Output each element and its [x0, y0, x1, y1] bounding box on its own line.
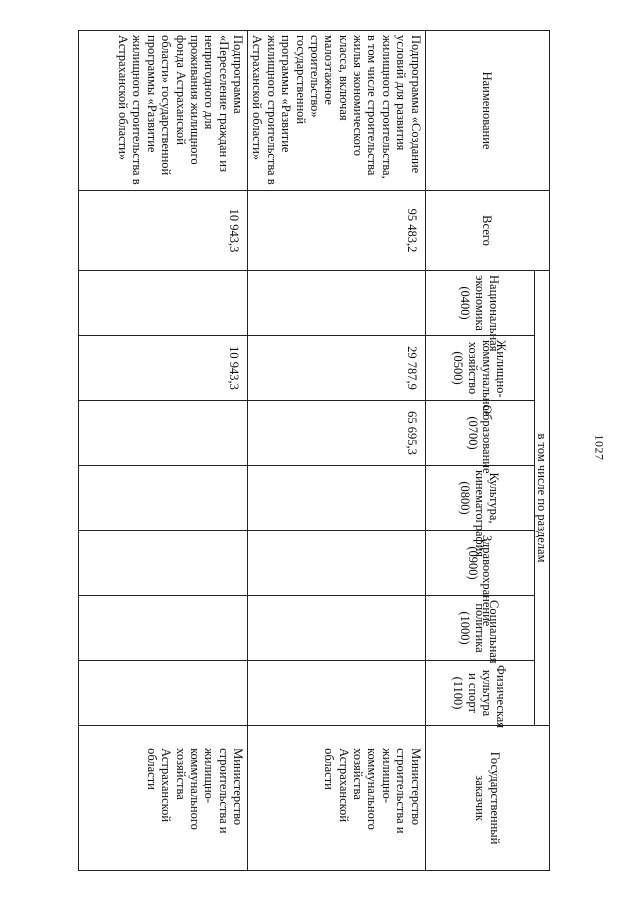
table-row — [248, 31, 426, 871]
page-number: 1027 — [592, 434, 607, 461]
rotated-sheet — [110, 30, 550, 870]
row-value-0500: 29 787,9 — [248, 336, 426, 401]
row-name: Подпрограмма «Переселение граждан из непригодного для проживания жилищного фонда Астраханской области» государственной программы «Развитие жилищного строительства в Астраханской области» — [79, 31, 248, 191]
row-value-1000 — [79, 596, 248, 661]
row-value-0800 — [79, 466, 248, 531]
header-section-0400: Национальная экономика (0400) — [425, 271, 534, 336]
row-value-0500: 10 943,3 — [79, 336, 248, 401]
header-name: Наименование — [425, 31, 549, 191]
row-customer: Министерство строительства и жилищно-коммунального хозяйства Астраханской области — [79, 726, 248, 871]
row-value-0400 — [79, 271, 248, 336]
row-value-0700 — [79, 401, 248, 466]
row-total: 95 483,2 — [248, 191, 426, 271]
header-sections-group: в том числе по разделам — [534, 271, 549, 726]
row-value-0900 — [79, 531, 248, 596]
row-value-0700: 65 695,3 — [248, 401, 426, 466]
row-total: 10 943,3 — [79, 191, 248, 271]
header-section-1000: Социальная политика (1000) — [425, 596, 534, 661]
row-value-1000 — [248, 596, 426, 661]
header-section-0900: Здравоохранение (0900) — [425, 531, 534, 596]
row-value-0900 — [248, 531, 426, 596]
header-total: Всего — [425, 191, 549, 271]
header-section-0800: Культура, кинематография (0800) — [425, 466, 534, 531]
table-row — [79, 31, 248, 871]
budget-table — [78, 30, 550, 871]
row-value-1100 — [79, 661, 248, 726]
header-section-0700: Образование (0700) — [425, 401, 534, 466]
row-value-0400 — [248, 271, 426, 336]
row-value-0800 — [248, 466, 426, 531]
row-value-1100 — [248, 661, 426, 726]
header-section-0500: Жилищно-коммунальное хозяйство (0500) — [425, 336, 534, 401]
header-section-1100: Физическая культура и спорт (1100) — [425, 661, 534, 726]
header-customer: Государственный заказчик — [425, 726, 549, 871]
row-customer: Министерство строительства и жилищно-коммунального хозяйства Астраханской области — [248, 726, 426, 871]
header-row-top — [534, 31, 549, 871]
row-name: Подпрограмма «Создание условий для развития жилищного строительства, в том числе строительства жилья экономического класса, включая малоэтажное строительство» государственной программы «Развитие жилищного строительства в Астраханской области» — [248, 31, 426, 191]
